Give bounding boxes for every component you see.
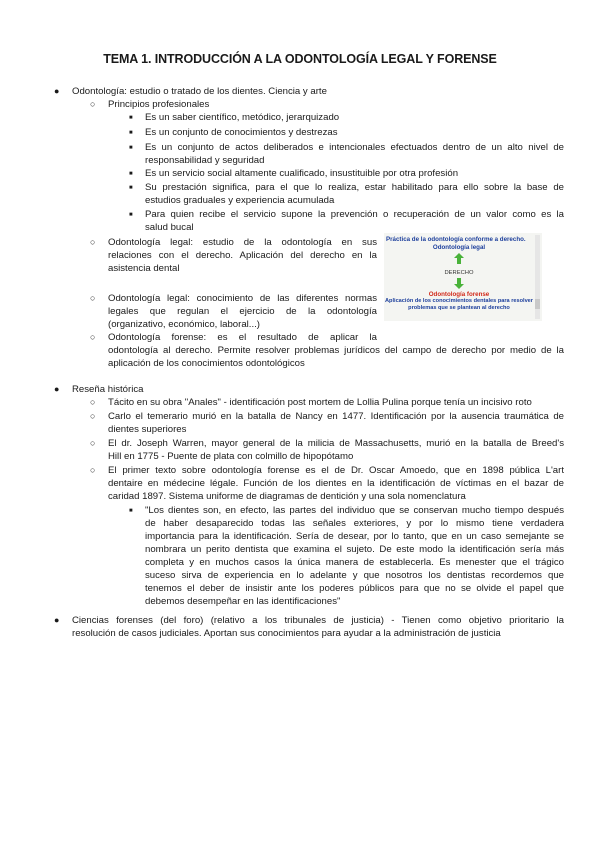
text-line: asistencia dental <box>108 263 180 274</box>
bullet-level3: ■ <box>129 171 133 177</box>
text-line: salud bucal <box>145 222 194 233</box>
text-line: Tácito en su obra "Anales" - identificación post mortem de Lollia Pulina porque tenía un incisivo roto <box>108 397 532 408</box>
text-line: dentaire en médecine légale. Función de los dientes en la identificación de víctimas en el bazar de <box>108 478 564 489</box>
text-line: dientes superiores <box>108 424 187 435</box>
quote-line: completa y en muchos casos la única manera de establecerla. Es menester que el trágico <box>145 557 564 568</box>
text-line: Odontología: estudio o tratado de los dientes. Ciencia y arte <box>72 86 327 97</box>
text-line: odontología al derecho. Permite resolver problemas jurídicos del campo de derecho por medio de la <box>108 345 564 356</box>
quote-line: debemos desempeñar en las identificaciones" <box>145 596 341 607</box>
bullet-level1: ● <box>54 615 60 625</box>
text-line: Carlo el temerario murió en la batalla de Nancy en 1477. Identificación por la ausencia traumática de <box>108 411 564 422</box>
figure-derecho: DERECHO <box>444 270 474 276</box>
bullet-level2: ○ <box>90 332 96 342</box>
text-line: Odontología legal: conocimiento de las diferentes normas <box>108 293 377 304</box>
text-line: Odontología legal: estudio de la odontología en sus <box>108 237 377 248</box>
text-line: estudios graduales y experiencia acumulada <box>145 195 335 206</box>
text-line: Para quien recibe el servicio supone la prevención o recuperación de un valor como es la <box>145 209 564 220</box>
bullet-level2: ○ <box>90 237 96 247</box>
text-line: Es un servicio social altamente cualificado, insustituible por otra profesión <box>145 168 459 179</box>
text-line: Ciencias forenses (del foro) (relativo a los tribunales de justicia) - Tienen como objetivo prioritario la <box>72 615 564 626</box>
bullet-level2: ○ <box>90 99 96 109</box>
quote-line: importancia para la identificación. Sería de desear, por lo tanto, que en un caso semejante se <box>145 531 564 542</box>
quote-line: "Los dientes son, en efecto, las partes del individuo que se conservan mucho tiempo después <box>145 505 564 516</box>
bullet-level1: ● <box>54 384 60 394</box>
text-line: Es un conjunto de conocimientos y destrezas <box>145 127 338 138</box>
bullet-level3: ■ <box>129 115 133 121</box>
quote-line: tenemos el deber de insistir ante los poderes públicos para que no se olvide el papel que <box>145 583 564 594</box>
arrow-up-icon <box>454 253 464 264</box>
quote-line: de haber desaparecido todas las señales exteriores, y por lo mismo tiene verdadera <box>145 518 564 529</box>
arrow-down-icon <box>454 278 464 289</box>
quote-line: nombrara un perito dentista que examina el sujeto. De este modo la identificación sería más <box>145 544 564 555</box>
text-line: resolución de casos judiciales. Aportan sus conocimientos para ayudar a la administración de justicia <box>72 628 501 639</box>
figure-title: Práctica de la odontología conforme a derecho. <box>386 236 526 243</box>
quote-line: suceso sirva de experiencia en lo adelante y que nosotros los dentistas recordemos que <box>145 570 564 581</box>
text-line: aplicación de los conocimientos odontológicos <box>108 358 305 369</box>
text-line: caridad 1897. Sistema uniforme de diagramas de dentición y una sola nomenclatura <box>108 491 466 502</box>
text-line: legales que regulan el ejercicio de la odontología <box>108 306 377 317</box>
bullet-level2: ○ <box>90 293 96 303</box>
text-line: relaciones con el derecho. Aplicación del derecho en la <box>108 250 377 261</box>
bullet-level3: ■ <box>129 130 133 136</box>
figure-scrollbar <box>535 235 540 319</box>
text-line: responsabilidad y seguridad <box>145 155 265 166</box>
bullet-level3: ■ <box>129 185 133 191</box>
bullet-level2: ○ <box>90 438 96 448</box>
bullet-level3: ■ <box>129 212 133 218</box>
bullet-level1: ● <box>54 86 60 96</box>
text-line: Su prestación significa, para el que lo realiza, estar habilitado para ello sobre la base de <box>145 182 564 193</box>
page-title: TEMA 1. INTRODUCCIÓN A LA ODONTOLOGÍA LEGAL Y FORENSE <box>103 52 497 66</box>
text-line: Hill en 1775 - Puente de plata con colmillo de hipopótamo <box>108 451 354 462</box>
text-line: El primer texto sobre odontología forense es el de Dr. Oscar Amoedo, que en 1898 pública L'art <box>108 465 564 476</box>
text-line: (organizativo, económico, laboral...) <box>108 319 260 330</box>
text-line: El dr. Joseph Warren, mayor general de la milicia de Massachusetts, murió en la batalla de Breed's <box>108 438 564 449</box>
text-line: Odontología forense: es el resultado de aplicar la <box>108 332 377 343</box>
bullet-level2: ○ <box>90 411 96 421</box>
diagram-image <box>384 233 542 321</box>
text-line: Es un conjunto de actos deliberados e intencionales efectuados dentro de un alto nivel de <box>145 142 564 153</box>
bullet-level2: ○ <box>90 465 96 475</box>
bullet-level3: ■ <box>129 145 133 151</box>
figure-odontologia-forense: Odontología forense <box>428 291 490 298</box>
figure-aplicacion: Aplicación de los conocimientos dentales para resolver problemas que se plantean al derecho <box>385 298 533 311</box>
bullet-level2: ○ <box>90 397 96 407</box>
bullet-level3: ■ <box>129 508 133 514</box>
figure-odontologia-legal: Odontología legal <box>432 244 486 251</box>
text-line: Reseña histórica <box>72 384 144 395</box>
text-line: Es un saber científico, metódico, jerarquizado <box>145 112 340 123</box>
text-line: Principios profesionales <box>108 99 210 110</box>
